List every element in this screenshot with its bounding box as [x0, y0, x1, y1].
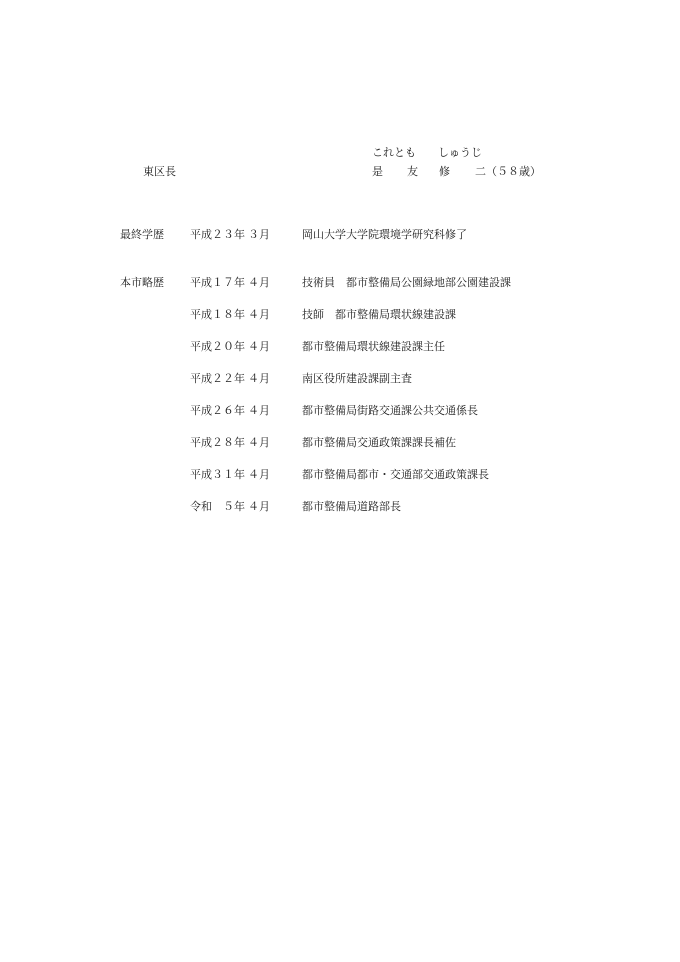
education-month: ３月: [248, 228, 270, 241]
career-text: 都市整備局都市・交通部交通政策課長: [302, 468, 489, 481]
post-title: 東区長: [143, 165, 176, 178]
education-date: 平成２３年: [190, 228, 245, 241]
career-month: ４月: [248, 404, 270, 417]
furigana-family: これとも: [372, 146, 416, 159]
education-text: 岡山大学大学院環境学研究科修了: [302, 228, 467, 241]
career-text: 南区役所建設課副主査: [302, 372, 412, 385]
career-row: [190, 436, 570, 468]
career-date: 平成２２年: [190, 372, 245, 385]
career-month: ４月: [248, 308, 270, 321]
career-label: 本市略歴: [120, 276, 164, 289]
career-text: 技術員 都市整備局公園緑地部公園建設課: [302, 276, 511, 289]
furigana-given: しゅうじ: [438, 146, 482, 159]
career-month: ４月: [248, 276, 270, 289]
career-text: 都市整備局道路部長: [302, 500, 401, 513]
career-list: [190, 276, 570, 532]
name-char: 修: [439, 165, 450, 178]
career-date: 平成１７年: [190, 276, 245, 289]
name-char: 友: [407, 165, 418, 178]
career-date: 平成２６年: [190, 404, 245, 417]
career-text: 都市整備局交通政策課課長補佐: [302, 436, 456, 449]
career-text: 都市整備局街路交通課公共交通係長: [302, 404, 478, 417]
career-date: 令和 ５年: [190, 500, 245, 513]
education-label: 最終学歴: [120, 228, 164, 241]
career-month: ４月: [248, 372, 270, 385]
career-row: [190, 372, 570, 404]
career-text: 技師 都市整備局環状線建設課: [302, 308, 456, 321]
career-date: 平成３１年: [190, 468, 245, 481]
career-date: 平成２８年: [190, 436, 245, 449]
career-row: [190, 500, 570, 532]
career-date: 平成１８年: [190, 308, 245, 321]
career-row: [190, 276, 570, 308]
career-row: [190, 404, 570, 436]
career-month: ４月: [248, 340, 270, 353]
career-row: [190, 468, 570, 500]
career-month: ４月: [248, 500, 270, 513]
career-row: [190, 340, 570, 372]
name-char-and-age: 二（５８歳）: [475, 165, 541, 178]
career-month: ４月: [248, 468, 270, 481]
career-date: 平成２０年: [190, 340, 245, 353]
name-char: 是: [372, 165, 383, 178]
career-row: [190, 308, 570, 340]
career-month: ４月: [248, 436, 270, 449]
career-text: 都市整備局環状線建設課主任: [302, 340, 445, 353]
